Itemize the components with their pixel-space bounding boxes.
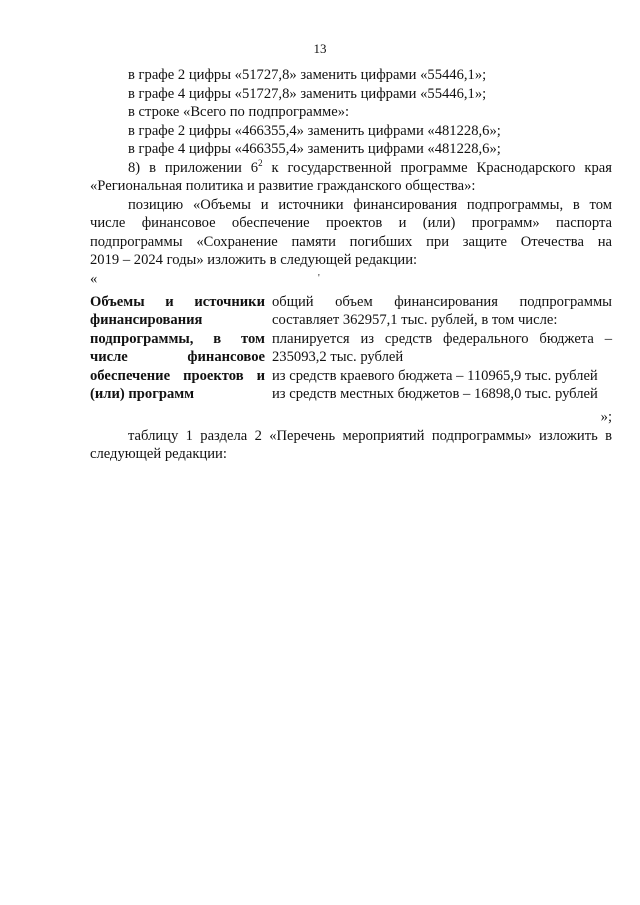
table-label-line: подпрограммы, в том xyxy=(90,330,265,347)
text-line: в графе 4 цифры «51727,8» заменить цифрами «55446,1»; xyxy=(128,85,487,102)
scan-mark: ' xyxy=(318,272,320,284)
opening-quote: « xyxy=(90,270,98,287)
item8-superscript: 2 xyxy=(258,157,263,168)
table-intro-line: следующей редакции: xyxy=(90,446,227,462)
table-label-line: обеспечение проектов и xyxy=(90,367,265,384)
table-value-cell xyxy=(272,293,612,404)
table-intro-para xyxy=(90,427,612,464)
table-label-line: (или) программ xyxy=(90,386,195,402)
item8-line2: «Региональная политика и развитие гражданского общества»: xyxy=(90,178,476,194)
table-label-line: Объемы и источники xyxy=(90,293,265,310)
text-line: в строке «Всего по подпрограмме»: xyxy=(128,104,350,120)
opening-quote-line xyxy=(90,270,612,289)
position-para-line: позицию «Объемы и источники финансирования подпрограммы, в том xyxy=(128,196,612,213)
closing-quote: »; xyxy=(600,408,612,425)
table-label-line: числе финансовое xyxy=(90,349,265,365)
text-line: в графе 2 цифры «51727,8» заменить цифрами «55446,1»; xyxy=(128,67,487,83)
passport-table xyxy=(90,293,612,404)
table-intro-line: таблицу 1 раздела 2 «Перечень мероприятий подпрограммы» изложить в xyxy=(128,427,612,444)
table-value-line: общий объем финансирования подпрограммы xyxy=(272,293,612,310)
table-value-line: 235093,2 тыс. рублей xyxy=(272,349,404,365)
item8-line xyxy=(90,159,612,178)
table-value-line: составляет 362957,1 тыс. рублей, в том числе: xyxy=(272,312,558,328)
item8-text-post: к государственной программе Краснодарского края xyxy=(262,159,612,176)
document-body xyxy=(90,66,612,464)
table-value-line: из средств краевого бюджета – 110965,9 тыс. рублей xyxy=(272,367,598,384)
table-label-line: финансирования xyxy=(90,312,203,328)
table-label-cell xyxy=(90,293,265,404)
position-para-line: подпрограммы «Сохранение памяти погибших при защите Отечества на xyxy=(90,233,612,250)
text-line: в графе 2 цифры «466355,4» заменить цифрами «481228,6»; xyxy=(128,122,501,139)
item8-text-pre: 8) в приложении 6 xyxy=(128,159,259,176)
position-para-line: числе финансовое обеспечение проектов и (или) программ» паспорта xyxy=(90,215,612,231)
page-number: 13 xyxy=(313,41,327,56)
text-line: в графе 4 цифры «466355,4» заменить цифрами «481228,6»; xyxy=(128,141,501,157)
position-para-line: 2019 – 2024 годы» изложить в следующей редакции: xyxy=(90,252,418,268)
table-value-line: из средств местных бюджетов – 16898,0 тыс. рублей xyxy=(272,386,598,402)
table-value-line: планируется из средств федерального бюджета – xyxy=(272,330,612,347)
